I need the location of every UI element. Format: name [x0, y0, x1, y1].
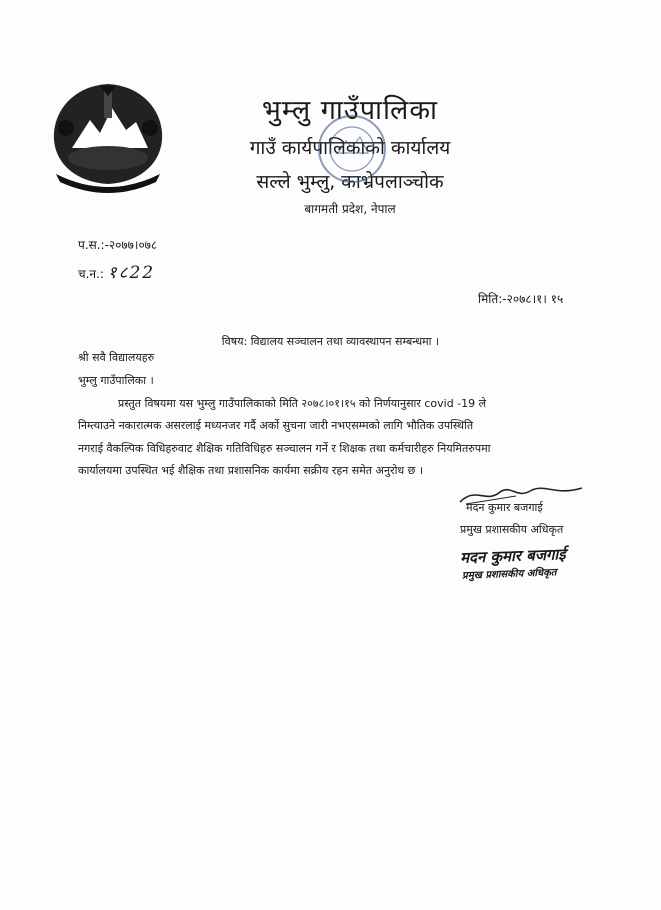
province-name: बागमती प्रदेश, नेपाल	[304, 202, 396, 216]
letter-subject: विषय: विद्यालय सञ्चालन तथा व्यावस्थापन सम्बन्धमा ।	[221, 335, 440, 348]
body-line-2: निम्त्याउने नकारात्मक असरलाई मध्यनजर गर्दै अर्को सुचना जारी नभएसम्मको लागि भौतिक उपस्थिति	[78, 419, 474, 432]
office-stamp-icon	[316, 113, 388, 185]
name-stamp: मदन कुमार बजगाई	[459, 545, 566, 567]
signatory-name: मदन कुमार बजगाई	[466, 501, 543, 514]
signatory-title: प्रमुख प्रशासकीय अधिकृत	[460, 523, 564, 536]
addressee-line-2: भुम्लु गाउँपालिका ।	[78, 374, 154, 387]
title-stamp: प्रमुख प्रशासकीय अधिकृत	[461, 567, 557, 582]
dispatch-value: १८22	[107, 263, 156, 283]
office-address: सल्ले भुम्लु, काभ्रेपलाञ्चोक	[256, 171, 444, 193]
body-line-1: प्रस्तुत विषयमा यस भुम्लु गाउँपालिकाको मिति २०७८।०१।१५ को निर्णयानुसार covid -19 ले	[118, 397, 487, 410]
addressee-line-1: श्री सवै विद्यालयहरु	[78, 351, 155, 364]
nepal-emblem-icon	[42, 78, 174, 196]
dispatch-label: च.न.:	[78, 267, 104, 281]
body-line-3: नगराई वैकल्पिक विधिहरुवाट शैक्षिक गतिविधिहरु सञ्चालन गर्ने र शिक्षक तथा कर्मचारीहरु नियमितरुपमा	[78, 442, 491, 455]
office-name: गाउँ कार्यपालिकाको कार्यालय	[249, 137, 451, 159]
municipality-title: भुम्लु गाउँपालिका	[261, 95, 439, 126]
letter-date: मिति:-२०७८।१। १५	[478, 292, 564, 306]
reference-number: प.स.:-२०७७।०७८	[78, 238, 158, 252]
body-line-4: कार्यालयमा उपस्थित भई शैक्षिक तथा प्रशासनिक कार्यमा सक्रीय रहन समेत अनुरोध छ ।	[78, 464, 424, 477]
dispatch-number	[78, 260, 155, 283]
